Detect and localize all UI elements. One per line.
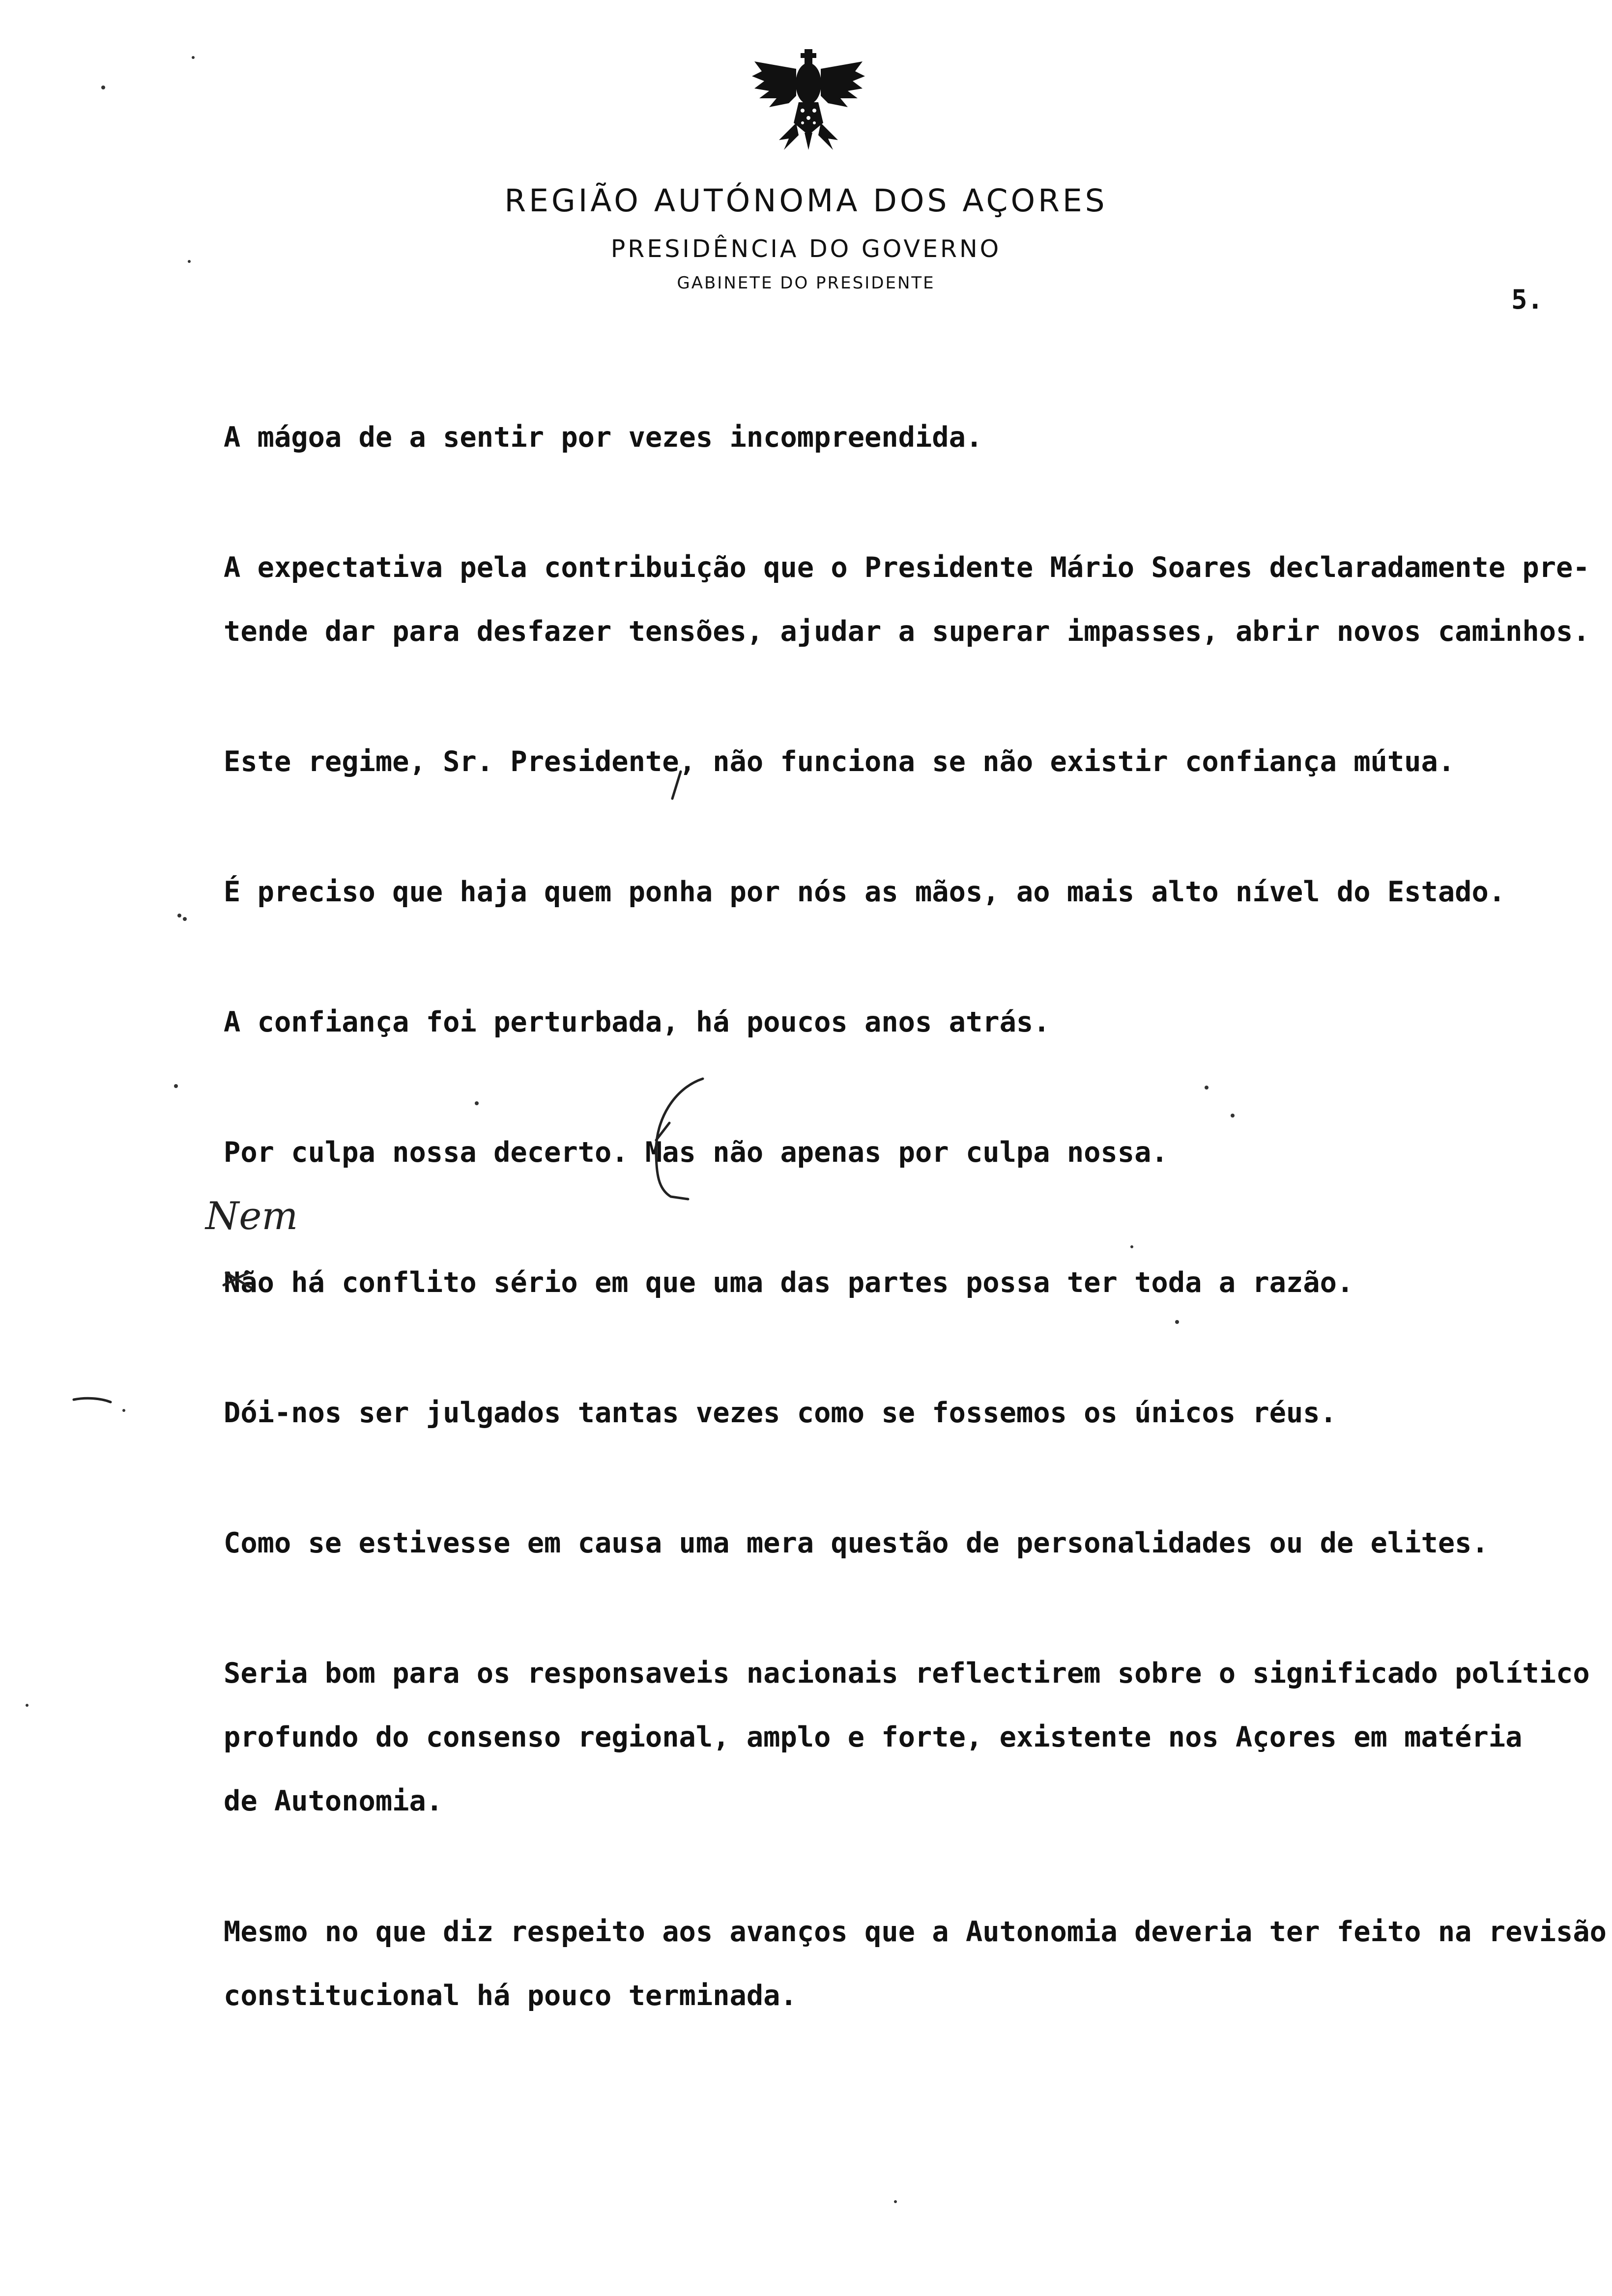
- stray-dot: [475, 1101, 479, 1105]
- stray-dot: [122, 1409, 125, 1412]
- stray-dot: [894, 2200, 897, 2203]
- stray-dot: [1130, 1245, 1133, 1248]
- stray-dot: [192, 56, 195, 59]
- paragraph: [224, 860, 1505, 924]
- paragraph: [224, 730, 1455, 794]
- stray-dot: [177, 914, 181, 918]
- paragraph: [224, 405, 982, 469]
- stray-dot: [1205, 1086, 1209, 1090]
- paragraph: [224, 990, 1050, 1054]
- paragraph-line: A expectativa pela contribuição que o Presidente Mário Soares declaradamente pre-: [224, 551, 1590, 584]
- paragraph: [224, 1251, 1353, 1315]
- paragraph-line: A mágoa de a sentir por vezes incompreendida.: [224, 421, 983, 454]
- letterhead-cabinet: GABINETE DO PRESIDENTE: [677, 273, 935, 293]
- paragraph: [224, 1641, 1590, 1833]
- paragraph: [224, 1381, 1337, 1445]
- paragraph-line: de Autonomia.: [224, 1785, 443, 1817]
- paragraph-line: Não há conflito sério em que uma das partes possa ter toda a razão.: [224, 1266, 1354, 1299]
- stray-dot: [174, 1084, 178, 1088]
- margin-dash-mark: [74, 1398, 111, 1402]
- paragraph: [224, 1900, 1607, 2028]
- paragraph: [224, 536, 1590, 663]
- paragraph-line: tende dar para desfazer tensões, ajudar a superar impasses, abrir novos caminhos.: [224, 615, 1590, 648]
- stray-dot: [26, 1704, 29, 1707]
- letterhead-region: REGIÃO AUTÓNOMA DOS AÇORES: [504, 183, 1108, 219]
- stray-dot: [1175, 1320, 1179, 1324]
- paragraph: [224, 1120, 1168, 1184]
- paragraph-line: Como se estivesse em causa uma mera questão de personalidades ou de elites.: [224, 1527, 1489, 1559]
- paragraph-line: constitucional há pouco terminada.: [224, 1980, 797, 2012]
- page-number: 5.: [1511, 284, 1544, 315]
- stray-dot: [1231, 1114, 1235, 1118]
- handwritten-margin-note: Nem: [205, 1194, 298, 1238]
- stray-dot: [183, 917, 187, 921]
- paragraph: [224, 1511, 1489, 1575]
- stray-dot: [101, 86, 105, 89]
- paragraph-line: Dói-nos ser julgados tantas vezes como se fossemos os únicos réus.: [224, 1397, 1337, 1429]
- paragraph-line: Seria bom para os responsaveis nacionais reflectirem sobre o significado político: [224, 1657, 1590, 1690]
- coat-of-arms-emblem: [749, 49, 867, 152]
- paragraph-line: profundo do consenso regional, amplo e forte, existente nos Açores em matéria: [224, 1721, 1523, 1753]
- paragraph-line: A confiança foi perturbada, há poucos anos atrás.: [224, 1006, 1050, 1038]
- paragraph-line: Por culpa nossa decerto. Mas não apenas por culpa nossa.: [224, 1136, 1168, 1169]
- paragraph-line: Mesmo no que diz respeito aos avanços que a Autonomia deveria ter feito na revisão: [224, 1916, 1607, 1948]
- paragraph-line: Este regime, Sr. Presidente, não funciona se não existir confiança mútua.: [224, 746, 1455, 778]
- letterhead-presidency: PRESIDÊNCIA DO GOVERNO: [610, 235, 1002, 263]
- paragraph-line: É preciso que haja quem ponha por nós as mãos, ao mais alto nível do Estado.: [224, 876, 1506, 908]
